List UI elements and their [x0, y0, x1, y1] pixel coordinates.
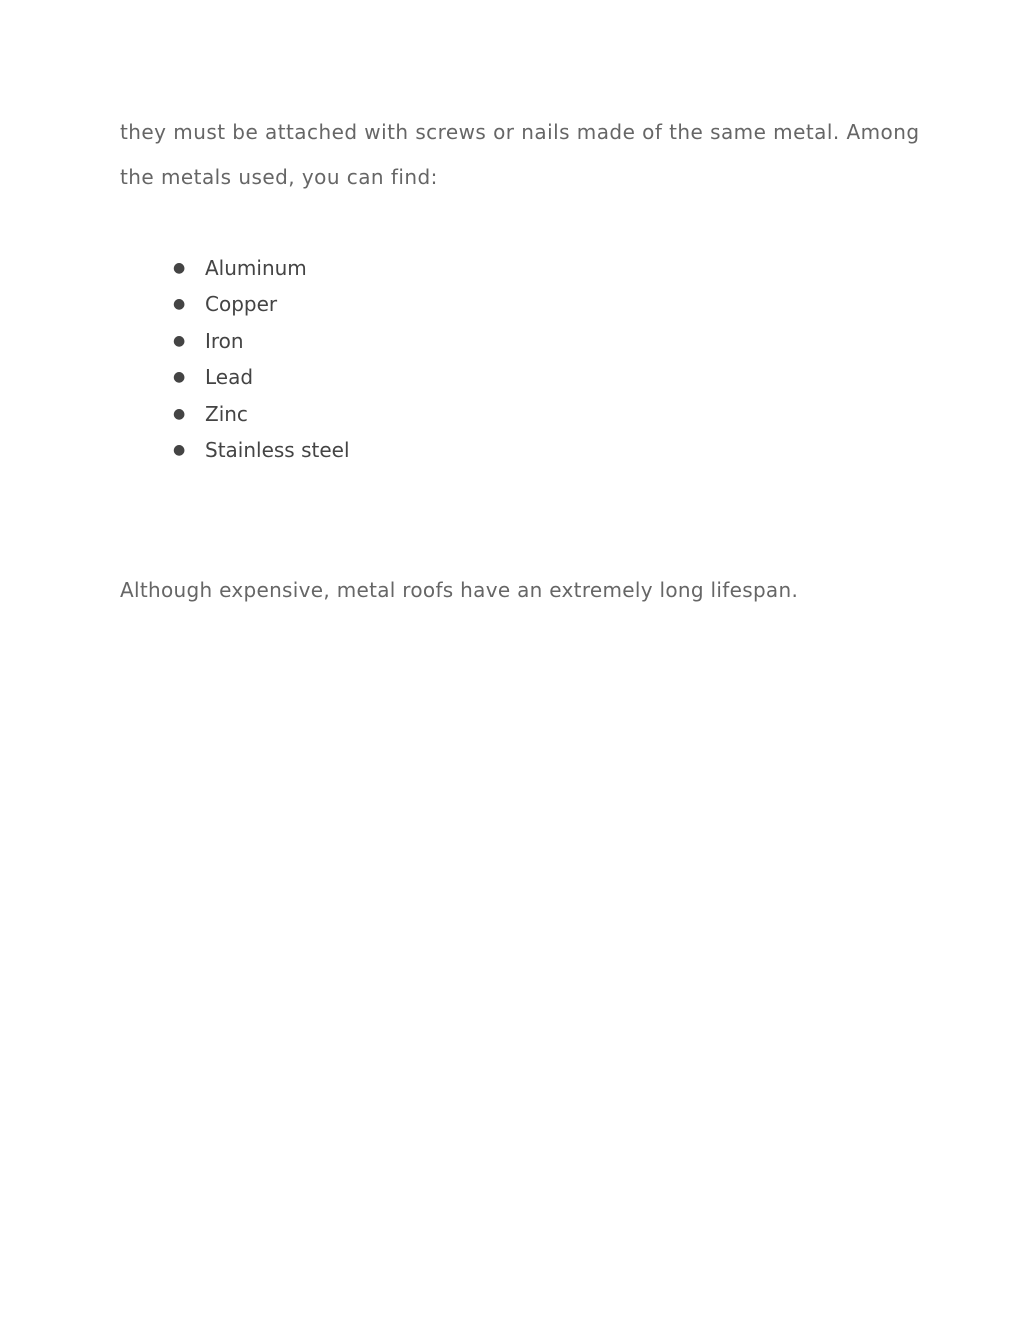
list-item-label: Zinc — [205, 401, 248, 426]
bullet-icon: ● — [173, 405, 186, 422]
bullet-icon: ● — [173, 296, 186, 313]
list-item — [120, 396, 350, 432]
bullet-icon: ● — [173, 332, 186, 349]
list-item-label: Copper — [205, 292, 278, 317]
list-item — [120, 359, 350, 395]
list-item-label: Stainless steel — [205, 437, 350, 462]
list-item-label: Lead — [205, 365, 254, 390]
list-item — [120, 323, 350, 359]
intro-line-1: they must be attached with screws or nails made of the same metal. Among — [120, 120, 920, 144]
list-item-label: Iron — [205, 328, 244, 353]
intro-line-2: the metals used, you can find: — [120, 165, 438, 189]
bullet-icon: ● — [173, 369, 186, 386]
bullet-icon: ● — [173, 260, 186, 276]
closing-paragraph: Although expensive, metal roofs have an extremely long lifespan. — [120, 578, 799, 602]
list-item — [120, 432, 350, 468]
metals-list — [120, 250, 350, 468]
list-item — [120, 286, 350, 322]
list-item — [120, 250, 350, 286]
list-item-label: Aluminum — [205, 256, 307, 280]
intro-paragraph — [120, 110, 920, 200]
bullet-icon: ● — [173, 441, 186, 458]
